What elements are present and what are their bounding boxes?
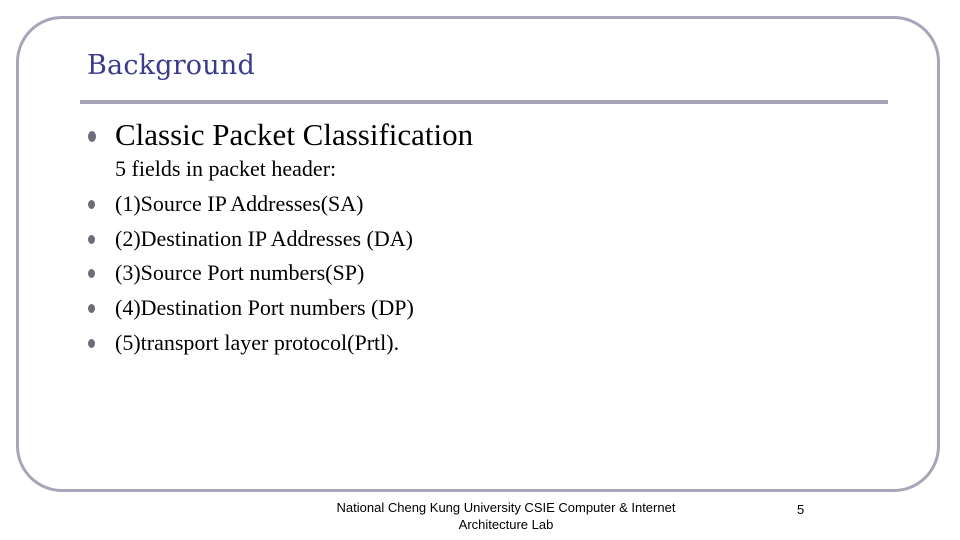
- bullet-heading: Classic Packet Classification: [115, 117, 474, 152]
- bullet-icon: [88, 131, 96, 142]
- bullet-icon: [88, 235, 95, 244]
- bullet-icon: [88, 200, 95, 209]
- field-item: (3)Source Port numbers(SP): [115, 260, 365, 285]
- bullet-icon: [88, 304, 95, 313]
- bullet-icon: [88, 269, 95, 278]
- bullet-icon: [88, 339, 95, 348]
- field-item: (4)Destination Port numbers (DP): [115, 295, 414, 320]
- field-item: (5)transport layer protocol(Prtl).: [115, 330, 400, 355]
- page-number: 5: [797, 502, 805, 517]
- fields-intro: 5 fields in packet header:: [115, 156, 337, 181]
- slide-frame: [16, 16, 940, 492]
- title-divider: [80, 100, 888, 104]
- footer-line-1: National Cheng Kung University CSIE Computer & Internet: [336, 500, 676, 515]
- slide-title: Background: [87, 50, 255, 81]
- footer-line-2: Architecture Lab: [458, 517, 554, 532]
- footer-affiliation: [300, 499, 712, 533]
- field-item: (2)Destination IP Addresses (DA): [115, 226, 413, 251]
- field-item: (1)Source IP Addresses(SA): [115, 191, 364, 216]
